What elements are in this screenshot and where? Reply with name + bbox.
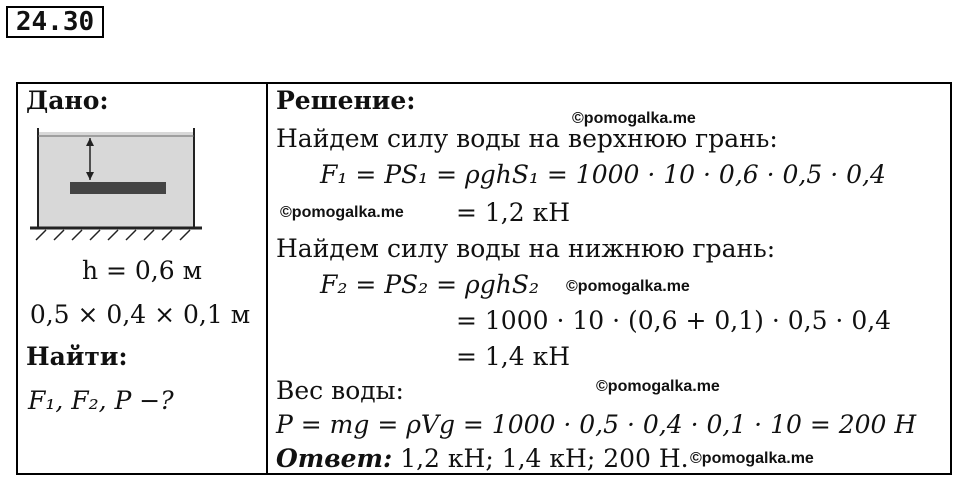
- answer-text: 1,2 кН; 1,4 кН; 200 Н.: [392, 444, 689, 473]
- solution-line-3: = 1,2 кН: [456, 198, 571, 227]
- solution-line-9: P = mg = ρVg = 1000 · 0,5 · 0,4 · 0,1 · 10 = 200 Н: [276, 410, 917, 439]
- answer-label: Ответ:: [276, 444, 393, 473]
- column-divider: [266, 84, 268, 473]
- solution-line-2: F₁ = PS₁ = ρghS₁ = 1000 · 10 · 0,6 · 0,5 · 0,4: [320, 160, 886, 189]
- answer-line: [276, 444, 689, 474]
- given-dimensions: 0,5 × 0,4 × 0,1 м: [29, 300, 251, 329]
- solution-line-4: Найдем силу воды на нижнюю грань:: [276, 234, 776, 263]
- watermark: ©pomogalka.me: [572, 110, 696, 127]
- given-h: h = 0,6 м: [81, 256, 203, 285]
- watermark: ©pomogalka.me: [690, 450, 814, 467]
- solution-heading: Решение:: [276, 86, 416, 115]
- watermark: ©pomogalka.me: [596, 378, 720, 395]
- problem-number: 24.30: [6, 6, 104, 38]
- solution-line-8: Вес воды:: [276, 376, 404, 405]
- diagram-block-in-water: [26, 122, 206, 242]
- find-values: F₁, F₂, P −?: [28, 386, 174, 415]
- watermark: ©pomogalka.me: [280, 204, 404, 221]
- solution-line-5: F₂ = PS₂ = ρghS₂: [320, 270, 539, 299]
- solution-line-6: = 1000 · 10 · (0,6 + 0,1) · 0,5 · 0,4: [456, 306, 892, 335]
- solution-table: [16, 82, 952, 475]
- solution-line-7: = 1,4 кН: [456, 342, 571, 371]
- solution-line-1: Найдем силу воды на верхнюю грань:: [276, 124, 778, 153]
- given-heading: Дано:: [26, 86, 109, 115]
- find-heading: Найти:: [26, 342, 128, 371]
- watermark: ©pomogalka.me: [566, 278, 690, 295]
